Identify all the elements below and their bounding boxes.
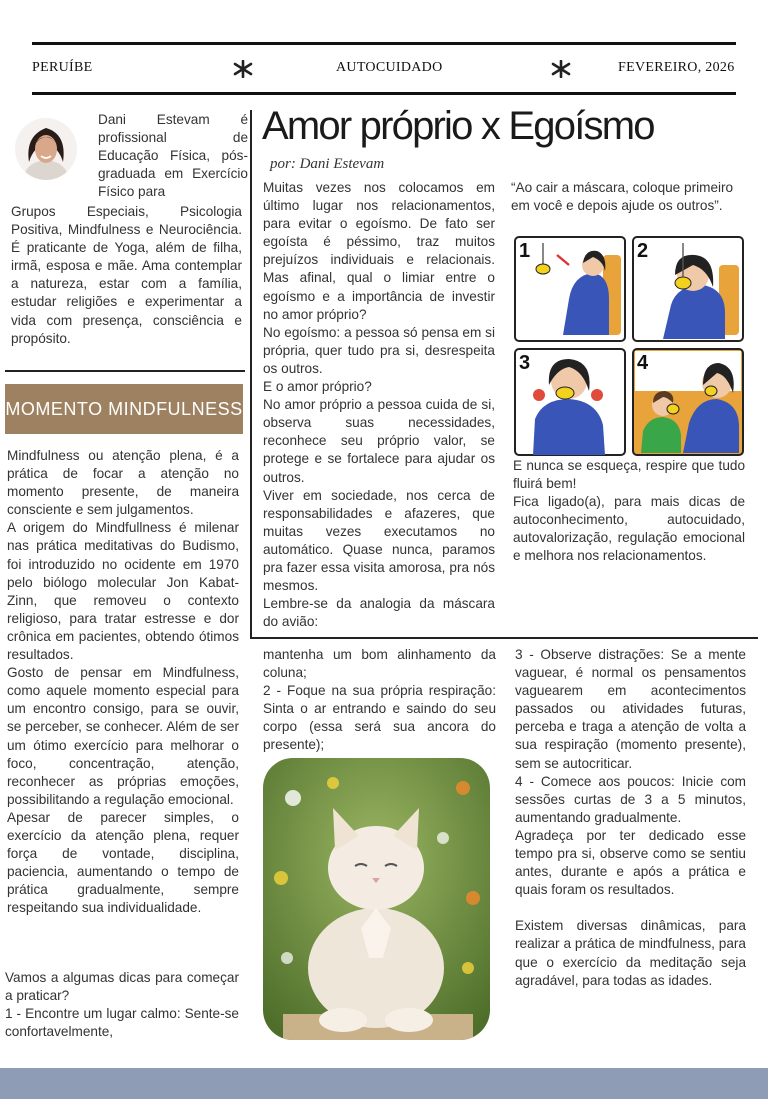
article-title: Amor próprio x Egoísmo bbox=[262, 104, 654, 148]
article-paragraph: No amor próprio a pessoa cuida de si, observa suas necessidades, reconhece seu próprio valor, se protege e se fortalece para ajudar os outros. bbox=[263, 397, 495, 485]
article-paragraph: E o amor próprio? bbox=[263, 379, 372, 395]
mask-quote: “Ao cair a máscara, coloque primeiro em você e depois ajude os outros”. bbox=[511, 180, 734, 214]
author-avatar bbox=[15, 118, 77, 180]
meditating-cat-photo bbox=[263, 758, 490, 1040]
tip-1-continued: mantenha um bom alinhamento da coluna; bbox=[263, 647, 496, 681]
header-date: FEVEREIRO, 2026 bbox=[618, 60, 735, 75]
mindfulness-paragraph: Gosto de pensar em Mindfulness, como aquele momento especial para um encontro consigo, para se ouvir, se perceber, se conhecer. Além de ser um ótimo exercício para melhorar o foco, concentração, atenção, reconhecer as próprias emoções, possibilitando a regulação emocional. bbox=[7, 665, 239, 807]
footer-bar bbox=[0, 1068, 768, 1099]
author-bio-intro: Dani Estevam é profissional de Educação Física, pós-graduada em Exercício Físico para bbox=[98, 112, 248, 200]
header-top-rule bbox=[32, 42, 736, 45]
article-closing-line: Fica ligado(a), para mais dicas de autoconhecimento, autocuidado, autovalorização, regulação emocional e melhora nos relacionamentos. bbox=[513, 494, 745, 564]
gratitude-tip: Agradeça por ter dedicado esse tempo pra si, observe como se sentiu antes, durante e após a prática e quais foram os resultados. bbox=[515, 827, 746, 898]
article-byline: por: Dani Estevam bbox=[270, 156, 385, 172]
mindfulness-paragraph: Apesar de parecer simples, o exercício da atenção plena, requer força de vontade, disciplina, paciencia, aumentando o tempo de prática gradualmente, sempre respeitando sua individualidade. bbox=[7, 809, 239, 916]
panel-number-1: 1 bbox=[519, 240, 531, 262]
article-closing bbox=[513, 457, 745, 566]
tips-intro: Vamos a algumas dicas para começar a praticar? bbox=[5, 970, 239, 1004]
panel-number-2: 2 bbox=[637, 240, 649, 262]
mask-panel-3 bbox=[515, 349, 625, 455]
panel-number-3: 3 bbox=[519, 352, 531, 374]
mindfulness-banner bbox=[5, 384, 243, 434]
author-divider bbox=[5, 370, 245, 372]
mask-panel-4 bbox=[633, 349, 743, 455]
article-body bbox=[263, 179, 495, 631]
tip-1: 1 - Encontre um lugar calmo: Sente-se confortavelmente, bbox=[5, 1006, 239, 1040]
header-bottom-rule bbox=[32, 92, 736, 95]
oxygen-mask-illustration bbox=[513, 235, 745, 457]
mask-panel-2 bbox=[633, 237, 743, 341]
article-paragraph: Lembre-se da analogia da máscara do avião: bbox=[263, 596, 495, 630]
author-bio: Grupos Especiais, Psicologia Positiva, Mindfulness e Neurociência. É praticante de Yoga, além de filha, irmã, esposa e mãe. Ama contemplar a natureza, estar com a família, estudar religiões e experimentar a vida com presença, consciência e propósito. bbox=[11, 204, 242, 346]
tip-4: 4 - Comece aos poucos: Inicie com sessões curtas de 3 a 5 minutos, aumentando gradualmente. bbox=[515, 773, 746, 825]
article-paragraph: Viver em sociedade, nos cerca de responsabilidades e afazeres, que muitas vezes executamos no automático. Quase nunca, paramos pra fazer essa visita amorosa, pra nós mesmos. bbox=[263, 487, 495, 594]
star-icon bbox=[551, 60, 571, 78]
panel-number-4: 4 bbox=[637, 352, 649, 374]
mindfulness-paragraph: Mindfulness ou atenção plena, é a prática de focar a atenção no momento presente, de maneira consciente e sem julgamentos. bbox=[7, 448, 239, 518]
star-icon bbox=[233, 60, 253, 78]
article-paragraph: No egoísmo: a pessoa só pensa em si própria, quer tudo pra si, desrespeita os outros. bbox=[263, 324, 495, 376]
mask-panel-1 bbox=[515, 237, 625, 341]
tip-2: 2 - Foque na sua própria respiração: Sinta o ar entrando e saindo do seu corpo (essa será sua ancora do presente); bbox=[263, 683, 496, 753]
banner-title: MOMENTO MINDFULNESS bbox=[5, 398, 243, 419]
mindfulness-left-column bbox=[7, 447, 239, 917]
tips-left-column bbox=[5, 969, 239, 1041]
tips-middle-column bbox=[263, 646, 496, 755]
closing-paragraph: Existem diversas dinâmicas, para realizar a prática de mindfulness, para que o exercício da meditação seja agradável, para todas as idades. bbox=[515, 918, 746, 988]
mindfulness-paragraph: A origem do Mindfullness é milenar nas prática meditativas do Budismo, foi introduzido no ocidente em 1970 pelo biólogo molecular Jon Kabat-Zinn, que removeu o contexto religioso, para tratar estresse e dor crônica em pacientes, obtendo ótimos resultados. bbox=[7, 520, 239, 663]
article-paragraph: Muitas vezes nos colocamos em último lugar nos relacionamentos, para evitar o egoísmo. De fato ser egoísta é péssimo, traz muitos prejuízos individuais e relacionais. Mas afinal, qual o limiar entre o egoísmo e a importância de investir no amor próprio? bbox=[263, 180, 495, 322]
article-closing-line: E nunca se esqueça, respire que tudo fluirá bem! bbox=[513, 458, 745, 492]
column-divider bbox=[250, 110, 252, 638]
tips-right-column bbox=[515, 646, 746, 990]
tip-3: 3 - Observe distrações: Se a mente vaguear, é normal os pensamentos vaguearem em acontecimentos passados ou atividades futuras, perceba e traga a atenção de volta a sua respiração (momento presente), sem se autocriticar. bbox=[515, 647, 746, 771]
header-location: PERUÍBE bbox=[32, 60, 93, 75]
header-section: AUTOCUIDADO bbox=[336, 60, 443, 75]
article-bottom-rule bbox=[250, 637, 758, 639]
